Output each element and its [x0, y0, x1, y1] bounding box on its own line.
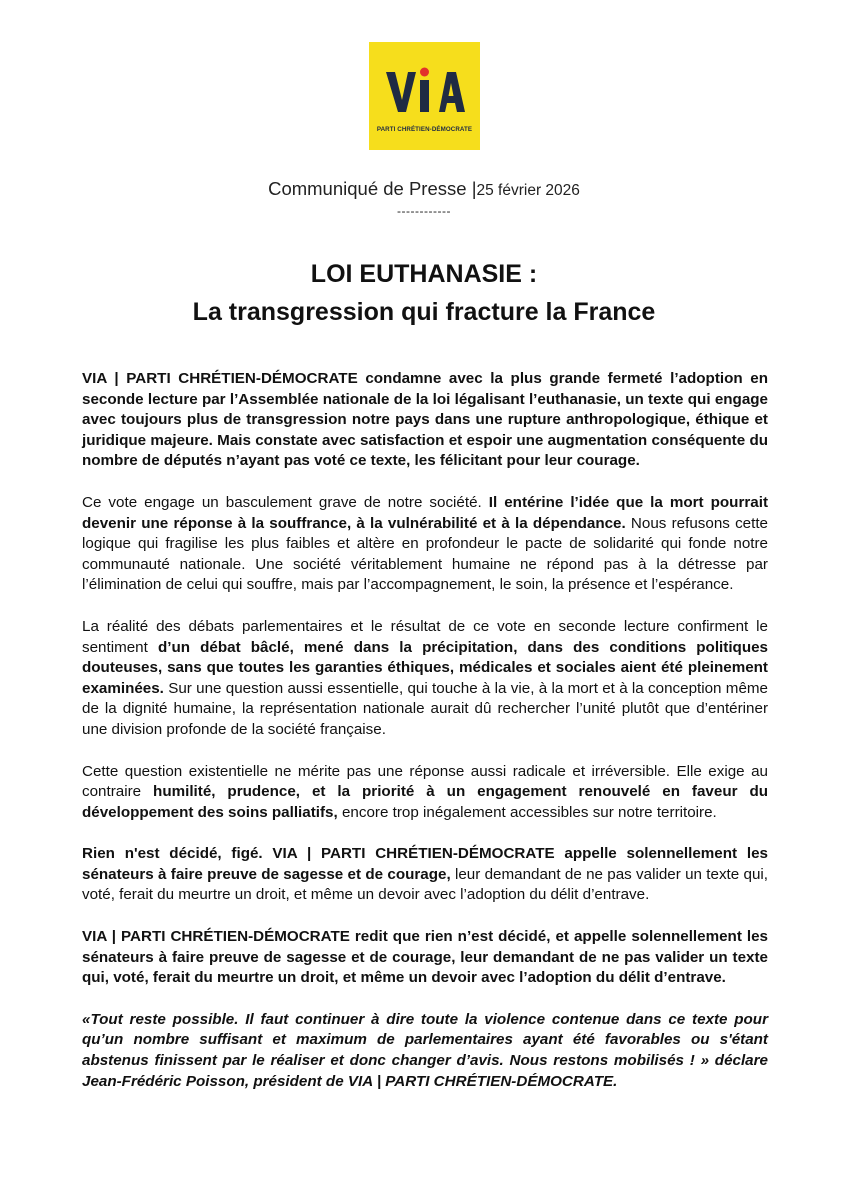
paragraph-2-text-a: Ce vote engage un basculement grave de notre société.	[82, 493, 489, 511]
paragraph-1	[82, 369, 768, 472]
paragraph-1-bold: VIA | PARTI CHRÉTIEN-DÉMOCRATE condamne avec la plus grande fermeté l’adoption en seconde lecture par l’Assemblée nationale de la loi légalisant l’euthanasie, un texte qui engage avec toujours plus de transgression notre pays dans une rupture anthropologique, éthique et juridique majeure. Mais constate avec satisfaction et espoir une augmentation conséquente du nombre de députés n’ayant pas voté ce texte, les félicitant pour leur courage.	[82, 370, 768, 470]
paragraph-2-bold: Il entérine l’idée que la mort pourrait devenir une réponse à la souffrance, à la vulnérabilité et à la dépendance.	[82, 493, 769, 532]
header-divider: |	[471, 178, 477, 199]
paragraph-2-text-c: Nous refusons cette logique qui fragilise les plus faibles et altère en profondeur le pacte de solidarité qui fonde notre communauté nationale. Une société véritablement humaine ne répond pas à la détresse par l’élimination de celui qui souffre, mais par l’accompagnement, le soin, la présence et l’espérance.	[82, 514, 768, 594]
paragraph-5-bold: Rien n'est décidé, figé. VIA | PARTI CHRÉTIEN-DÉMOCRATE appelle solennellement les sénateurs à faire preuve de sagesse et de courage,	[82, 845, 768, 883]
press-release-label: Communiqué de Presse	[268, 178, 467, 199]
paragraph-4-text-a: Cette question existentielle ne mérite pas une réponse aussi radicale et irréversible. Elle exige au contraire	[82, 762, 768, 801]
page-title	[0, 255, 848, 331]
title-line-1: LOI EUTHANASIE :	[310, 260, 538, 288]
paragraph-4-bold: humilité, prudence, et la priorité à un engagement renouvelé en faveur du développement des soins palliatifs,	[82, 783, 769, 821]
title-line-2: La transgression qui fracture la France	[192, 298, 656, 326]
paragraph-4	[82, 762, 768, 824]
release-date: 25 février 2026	[476, 182, 580, 199]
paragraph-4-text-c: encore trop inégalement accessibles sur notre territoire.	[337, 803, 717, 821]
paragraph-2	[82, 493, 768, 596]
paragraph-3-bold: d’un débat bâclé, mené dans la précipitation, dans des conditions politiques douteuses, sans que toutes les garanties éthiques, médicales et sociales aient été pleinement examinées.	[82, 638, 768, 697]
paragraph-3-text-c: Sur une question aussi essentielle, qui touche à la vie, à la mort et à la conception même de la dignité humaine, la représentation nationale aurait dû rechercher l’unité plutôt que d’entériner une division profonde de la société française.	[82, 679, 768, 738]
paragraph-3-text-a: La réalité des débats parlementaires et le résultat de ce vote en seconde lecture confirment le sentiment	[82, 617, 768, 656]
logo-subtitle: PARTI CHRÉTIEN-DÉMOCRATE	[376, 126, 473, 133]
paragraph-5-text: leur demandant de ne pas valider un texte qui, voté, ferait du meurtre un droit, et même un devoir avec l’adoption du délit d’entrave.	[82, 865, 768, 904]
via-logo-lettermark	[369, 42, 480, 126]
press-release-body	[82, 369, 768, 1113]
president-quote: «Tout reste possible. Il faut continuer à dire toute la violence contenue dans ce texte pour qu’un nombre suffisant et maximum de parlementaires ayant été favorables ou s'étant abstenus finissent par le réaliser et donc changer d’avis. Nous restons mobilisés ! » déclare Jean-Frédéric Poisson, président de VIA | PARTI CHRÉTIEN-DÉMOCRATE.	[82, 1010, 768, 1090]
party-logo	[369, 42, 480, 150]
press-release-header	[0, 178, 848, 200]
paragraph-3	[82, 617, 768, 741]
paragraph-5	[82, 844, 768, 906]
paragraph-6	[82, 927, 768, 989]
header-separator: ------------	[397, 204, 451, 218]
paragraph-6-bold: VIA | PARTI CHRÉTIEN-DÉMOCRATE redit que rien n’est décidé, et appelle solennellement les sénateurs à faire preuve de sagesse et de courage, leur demandant de ne pas valider un texte qui, voté, ferait du meurtre un droit, et même un devoir avec l’adoption du délit d’entrave.	[82, 928, 768, 987]
